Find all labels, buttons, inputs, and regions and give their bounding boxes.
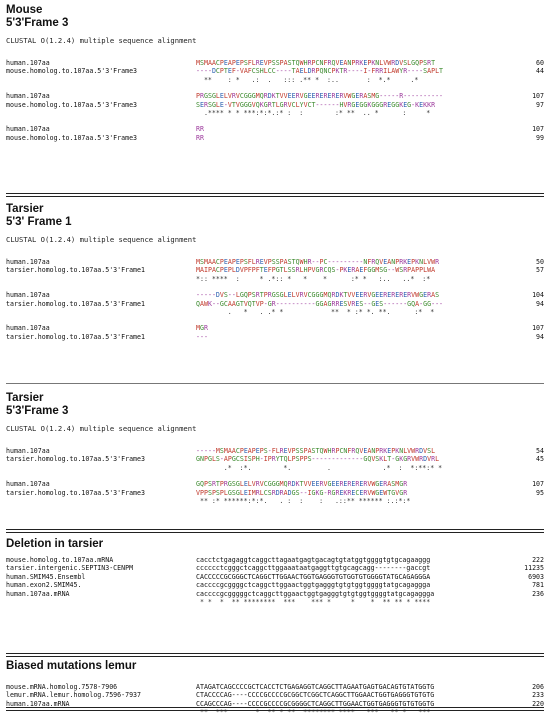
alignment-block (6, 258, 544, 283)
sequence-row (6, 101, 544, 109)
sequence-name: mouse.mRNA.homolog.7578-7906 (6, 683, 118, 691)
deletion-section (6, 538, 544, 606)
sequence-row (6, 590, 544, 598)
sequence-name: tarsier.homolog.to.107aa.5'3'Frame3 (6, 488, 145, 497)
sequence-residues: GNPGLS-APGCSISPH-IPRYTQLPSPPS-------------GQVSKLT-GKGRVWRDVRL (196, 455, 440, 464)
conservation-markers: ** *** * ** * ** ******** **** *** ** * *** (196, 708, 431, 717)
conservation-row (6, 308, 544, 316)
sequence-row (6, 564, 544, 572)
sequence-row (6, 324, 544, 332)
conservation-markers: ** :* ******:*:*. . : : : .::** ****** :.:*:* (196, 496, 411, 505)
sequence-residues: PRGSGLELVRVCGGGMQRDKTVVEERVGEERERERERVWGERASMG-----R---------- (196, 92, 444, 101)
sequence-residues: CTACCCCAG----CCCCGCCCCGCGGCTCGGCTCAGGCTTGGAACTGGTGAGGGTGTGTG (196, 691, 435, 700)
sequence-name: mouse.homolog.to.107aa.mRNA (6, 556, 114, 564)
sequence-name: human.SMIM45.Ensembl (6, 572, 86, 581)
sequence-name: mouse.homolog.to.107aa.5'3'Frame3 (6, 133, 138, 142)
residue-count: 44 (536, 67, 544, 76)
tarsier1-title: Tarsier (6, 203, 44, 215)
sequence-name: human.107aa (6, 324, 50, 333)
sequence-row (6, 683, 544, 691)
separator (6, 529, 544, 533)
sequence-residues: caccccgcggggctcaggcttggaactggtgagggtgtgtggtggggtatgcagaggga (196, 581, 431, 590)
residue-count: 104 (532, 291, 544, 300)
alignment-block (6, 92, 544, 117)
residue-count: 57 (536, 266, 544, 275)
sequence-residues: MSMAACPEAPEPSFLREVPSSPASTQWHR--PC---------NFRQVEANPRKEPKNLVWR (196, 258, 440, 266)
sequence-name: tarsier.homolog.to.107aa.5'3'Frame3 (6, 455, 145, 464)
sequence-residues: -----MSMAACPEAPEPS-FLREVPSSPASTQWHRPCNFRQVEANPRKEPKNLVWRDVSL (196, 447, 436, 455)
sequence-residues: VPPSPSPLGSGLEIMRLCSRDRADGS--IGKG-RGREKRECERVWGEWTGVGR (196, 488, 408, 497)
conservation-row (6, 109, 544, 117)
deletion-alignment (6, 556, 544, 606)
conservation-markers: * * * ** ******** *** *** * * * ** ** * **** (196, 597, 431, 606)
conservation-markers: .* :*. *. . .* : *:**:* * (196, 463, 443, 472)
residue-count: 107 (532, 480, 544, 489)
sequence-name: tarsier.intergenic.SEPTIN3-CENPM (6, 564, 134, 573)
conservation-markers: .**** * * ***:*:*.:* : : :* ** .. * : * (196, 108, 431, 117)
sequence-residues: CACCCCCGCGGGCTCAGGCTTGGAACTGGTGAGGGTGTGGTGTGGGGTATGCAGAGGGA (196, 572, 431, 581)
mouse-frame-title: 5'3'Frame 3 (6, 17, 69, 29)
sequence-name: tarsier.homolog.to.107aa.5'3'Frame1 (6, 266, 145, 275)
residue-count: 236 (532, 589, 544, 598)
sequence-name: human.107aa (6, 92, 50, 101)
sequence-name: human.107aa (6, 447, 50, 455)
residue-count: 233 (532, 691, 544, 700)
sequence-row (6, 581, 544, 589)
sequence-row (6, 258, 544, 266)
residue-count: 50 (536, 258, 544, 266)
sequence-name: human.107aa (6, 125, 50, 134)
residue-count: 781 (532, 581, 544, 590)
sequence-name: mouse.homolog.to.107aa.5'3'Frame3 (6, 67, 138, 76)
residue-count: 45 (536, 455, 544, 464)
sequence-row (6, 455, 544, 463)
sequence-residues: MGR (196, 324, 208, 333)
tarsier-frame1-section (6, 203, 544, 341)
tarsier1-clustal-header: CLUSTAL O(1.2.4) multiple sequence alignment (6, 235, 197, 244)
lemur-alignment (6, 683, 544, 717)
sequence-row (6, 447, 544, 455)
residue-count: 99 (536, 133, 544, 142)
sequence-name: lemur.mRNA.lemur.homolog.7596-7937 (6, 691, 141, 700)
sequence-residues: cacctctgagaggtcaggcttagaatgagtgacagtgtatggtggggtgtgcagaaggg (196, 556, 431, 564)
residue-count: 11235 (524, 564, 544, 573)
sequence-row (6, 59, 544, 67)
residue-count: 206 (532, 683, 544, 691)
conservation-row (6, 275, 544, 283)
residue-count: 60 (536, 59, 544, 67)
alignment-block (6, 125, 544, 142)
separator (6, 383, 544, 384)
sequence-name: tarsier.homolog.to.107aa.5'3'Frame1 (6, 332, 145, 341)
tarsier3-title: Tarsier (6, 392, 44, 404)
conservation-markers: ** : * .: . ::: .** * :.. : *.* .* (196, 75, 419, 84)
alignment-block (6, 59, 544, 84)
sequence-row (6, 489, 544, 497)
residue-count: 107 (532, 324, 544, 333)
alignment-block (6, 324, 544, 341)
separator (6, 193, 544, 197)
separator (6, 707, 544, 711)
conservation-row (6, 76, 544, 84)
sequence-residues: cccccctcgggctcaggcttggaaataatgaggttgtgcagcagg--------gaccgt (196, 564, 431, 573)
tarsier3-clustal-header: CLUSTAL O(1.2.4) multiple sequence alignment (6, 424, 197, 433)
sequence-name: tarsier.homolog.to.107aa.5'3'Frame1 (6, 299, 145, 308)
deletion-title: Deletion in tarsier (6, 538, 104, 550)
sequence-row (6, 480, 544, 488)
mouse-section (6, 4, 544, 142)
sequence-row (6, 291, 544, 299)
tarsier-frame3-section (6, 392, 544, 505)
residue-count: 220 (532, 699, 544, 708)
lemur-title: Biased mutations lemur (6, 660, 137, 672)
sequence-residues: --- (196, 332, 208, 341)
sequence-name: human.exon2.SMIM45. (6, 581, 82, 590)
conservation-row (6, 464, 544, 472)
sequence-row (6, 573, 544, 581)
conservation-row (6, 497, 544, 505)
residue-count: 95 (536, 488, 544, 497)
sequence-residues: -----DVS--LGQPSRTPRGSGLELVRVCGGGMQRDKTVVEERVGEERERERERVWGERAS (196, 291, 440, 300)
sequence-residues: QAWK--GCAAGTVQTVP-GR----------GGAGRRESVRES--GES------GQA-GG--- (196, 299, 444, 308)
sequence-row (6, 556, 544, 564)
sequence-name: human.107aa (6, 480, 50, 489)
sequence-row (6, 67, 544, 75)
sequence-row (6, 266, 544, 274)
sequence-residues: RR (196, 133, 204, 142)
conservation-markers: *:: **** : * .*:: * * * :* * :.. ..* :* (196, 274, 431, 283)
conservation-markers: . * . .* * ** * :* *. **. :* * (196, 307, 435, 316)
residue-count: 6903 (528, 572, 544, 581)
sequence-name: mouse.homolog.to.107aa.5'3'Frame3 (6, 100, 138, 109)
sequence-residues: ----DCPTEF-VAFCSHLCC----TAELDRPQNCPKTR----I-FRRILAWYR----SAPLT (196, 67, 444, 76)
sequence-residues: CCAGCCCAG----CCCCGCCCCGCGGGGCTCAGGCTTGGAACTGGTGAGGGTGTGTGGTG (196, 699, 435, 708)
residue-count: 54 (536, 447, 544, 455)
sequence-row (6, 691, 544, 699)
sequence-residues: caccccgcgggggctcaggcttggaactggtgagggtgtgtggtggggtatgcagaggga (196, 589, 435, 598)
sequence-residues: GQPSRTPRGSGLELVRVCGGGMQRDKTVVEERVGEERERERERVWGERASMGR (196, 480, 408, 489)
sequence-row (6, 333, 544, 341)
residue-count: 94 (536, 299, 544, 308)
sequence-residues: MSMAACPEAPEPSFLREVPSSPASTQWHRPCNFRQVEANPRKEPKNLVWRDVSLGQPSRT (196, 59, 436, 67)
alignment-block (6, 447, 544, 472)
tarsier3-alignment (6, 447, 544, 505)
conservation-row (6, 598, 544, 606)
tarsier1-alignment (6, 258, 544, 341)
separator (6, 653, 544, 657)
residue-count: 94 (536, 332, 544, 341)
sequence-residues: SERSGLE-VTVGGGVQKGRTLGRVCLYVCT------HVRGEGGKGGGREGGKEG-KEKKR (196, 100, 436, 109)
sequence-name: human.107aa.mRNA (6, 589, 70, 598)
alignment-block (6, 291, 544, 316)
tarsier3-frame-title: 5'3'Frame 3 (6, 405, 69, 417)
sequence-row (6, 125, 544, 133)
mouse-alignment (6, 59, 544, 142)
residue-count: 97 (536, 100, 544, 109)
tarsier1-frame-title: 5'3' Frame 1 (6, 216, 72, 228)
mouse-clustal-header: CLUSTAL O(1.2.4) multiple sequence alignment (6, 36, 197, 45)
sequence-name: human.107aa.mRNA (6, 699, 70, 708)
sequence-name: human.107aa (6, 291, 50, 300)
sequence-name: human.107aa (6, 258, 50, 266)
sequence-row (6, 92, 544, 100)
residue-count: 222 (532, 556, 544, 564)
sequence-residues: MAIPACPEPLDVPFPFTEFPGTLSSRLHPVGRCQS-PKERAEFGGMSG--WSRPAPPLWA (196, 266, 436, 275)
residue-count: 107 (532, 125, 544, 134)
sequence-residues: ATAGATCAGCCCCGCTCACCTCTGAGAGGTCAGGCTTAGAATGAGTGACAGTGTATGGTG (196, 683, 435, 691)
alignment-block (6, 480, 544, 505)
sequence-name: human.107aa (6, 59, 50, 67)
sequence-row (6, 134, 544, 142)
sequence-row (6, 300, 544, 308)
residue-count: 107 (532, 92, 544, 101)
sequence-residues: RR (196, 125, 204, 134)
mouse-title: Mouse (6, 4, 43, 16)
